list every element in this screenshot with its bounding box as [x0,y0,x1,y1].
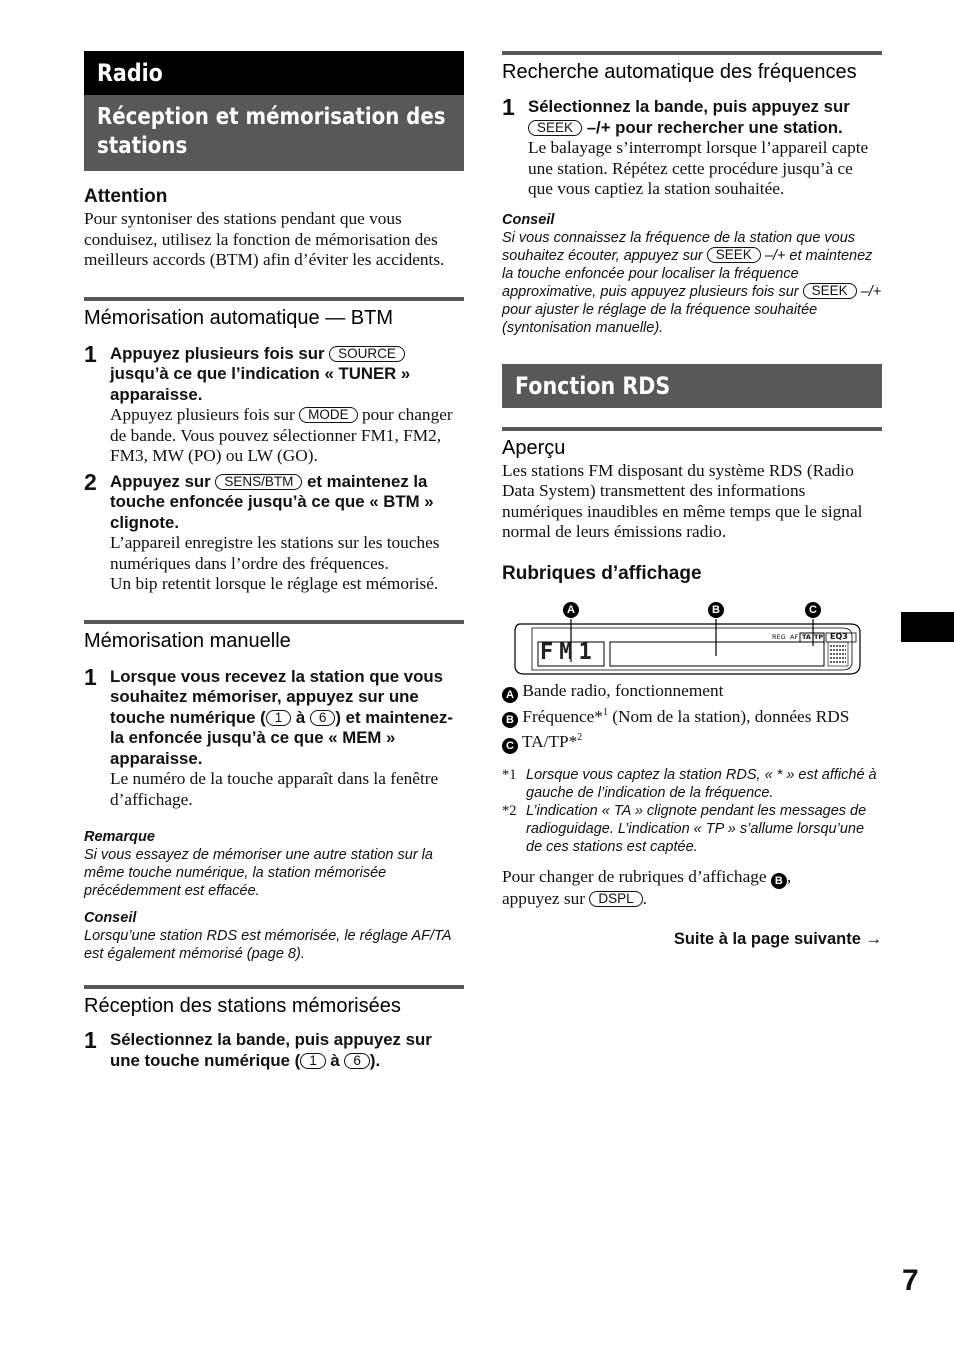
footnote: *2 L’indication « TA » clignote pendant les messages de radioguidage. L’indication « TP » s’allume lorsqu’une de ces stations est captée. [502,803,867,856]
banner-title: Radio [97,59,163,87]
display-illustration [502,590,862,680]
attention-text: Pour syntoniser des stations pendant que vous conduisez, utilisez la fonction de mémorisation des meilleurs accords (BTM) afin d’éviter les accidents. [84,209,445,269]
seek-key: SEEK [528,120,582,136]
legend-item: B Fréquence*$^1$ (Nom de la station), données RDS [502,703,882,729]
left-column [84,51,464,1071]
indicator-tp: TP [814,632,824,641]
section-rule [84,985,464,989]
attention-heading: Attention [84,186,168,207]
btm-heading: Mémorisation automatique — BTM [84,306,394,329]
recall-heading: Réception des stations mémorisées [84,995,401,1017]
manual-step-1 [84,663,464,811]
legend-item: C TA/TP*$^2$ [502,728,882,754]
right-column [502,51,882,949]
step-description: L’appareil enregistre les stations sur les touches numériques dans l’ordre des fréquences. [110,533,440,573]
footnote-mark: *1 [502,767,517,784]
note-heading: Remarque [84,829,155,845]
note-text: Si vous connaissez la fréquence de la station que vous souhaitez écouter, appuyez sur SEEK –/+ et maintenez la touche enfoncée pour localiser la fréquence approximative, puis appuyez plusieurs fois sur SEEK –/+ pour ajuster le réglage de la fréquence souhaitée (syntonisation manuelle). [502,229,882,336]
attention-section [84,185,464,271]
manual-heading: Mémorisation manuelle [84,629,291,652]
legend-mark: B [771,873,787,889]
footnote: *1 Lorsque vous captez la station RDS, « * » est affiché à gauche de l’indication de la fréquence. [502,767,877,802]
indicator-ta: TA [802,632,811,641]
banner-subtitle: Réception et mémorisation des stations [97,104,446,159]
source-key: SOURCE [329,346,405,362]
rubriques-section [502,562,882,949]
step-number: 1 [502,94,515,120]
continued-next-page: Suite à la page suivante → [673,929,882,948]
footnote-mark: *2 [502,803,517,820]
callout-a: A [563,602,579,618]
step-number: 1 [84,340,97,367]
recall-section [84,994,464,1071]
section-banner-rds [502,364,882,408]
btm-step-1 [84,340,464,467]
preset-1-key: 1 [300,1053,326,1069]
step-number: 1 [84,663,97,690]
callout-b: B [708,602,724,618]
legend-mark: B [502,712,518,728]
seek-key: SEEK [803,283,857,299]
rubriques-heading: Rubriques d’affichage [502,562,702,584]
step-number: 1 [84,1027,97,1053]
change-display-text: Pour changer de rubriques d’affichage B , appuyez sur DSPL . [502,867,792,909]
seek-conseil-note [502,211,882,337]
display-legend [502,681,882,755]
note-text: Si vous essayez de mémoriser une autre station sur la même touche numérique, la station mémorisée précédemment est effacée. [84,847,433,899]
section-rule [84,297,464,301]
conseil-note [84,909,464,963]
step-instruction: Appuyez plusieurs fois sur SOURCE jusqu’à ce que l’indication « TUNER » apparaisse. [110,343,411,404]
dspl-key: DSPL [589,891,642,907]
note-heading: Conseil [84,910,137,926]
manual-section [84,629,464,964]
section-rule [84,620,464,624]
step-instruction: Sélectionnez la bande, puis appuyez sur SEEK –/+ pour rechercher une station. [528,97,850,137]
seek-section [502,60,882,337]
preset-1-key: 1 [266,710,292,726]
note-heading: Conseil [502,211,555,228]
indicator-eq: EQ3 [830,631,848,641]
seek-step-1 [502,94,882,200]
section-banner-radio [84,51,464,171]
apercu-heading: Aperçu [502,436,566,459]
btm-step-2 [84,468,464,595]
step-description: Appuyez plusieurs fois sur MODE pour changer de bande. Vous pouvez sélectionner FM1, FM2, FM3, MW (PO) ou LW (GO). [110,405,453,465]
page-number: 7 [902,1264,919,1297]
indicator-reg: REG [772,632,786,641]
mode-key: MODE [299,407,358,423]
apercu-text: Les stations FM disposant du système RDS (Radio Data System) transmettent des informations numériques inaudibles en même temps que le signal normal de leurs émissions radio. [502,460,863,541]
recall-step-1 [84,1027,464,1071]
seek-heading: Recherche automatique des fréquences [502,61,857,83]
side-tab [901,612,954,642]
preset-6-key: 6 [310,710,336,726]
lcd-band-text: FM1 [540,639,598,665]
step-instruction: Lorsque vous recevez la station que vous souhaitez mémoriser, appuyez sur une touche numérique ( 1 à 6 ) et maintenez-la enfoncée jusqu’à ce que « MEM » apparaisse. [110,666,453,768]
banner-title: Fonction RDS [515,371,671,400]
step-number: 2 [84,468,97,495]
btm-section [84,306,464,595]
note-text: Lorsqu’une station RDS est mémorisée, le réglage AF/TA est également mémorisé (page 8). [84,928,451,962]
legend-item: A Bande radio, fonctionnement [502,681,882,703]
step-description: Le balayage s’interrompt lorsque l’appareil capte une station. Répétez cette procédure jusqu’à ce que vous captiez la station souhaitée. [528,138,869,198]
legend-mark: C [502,738,518,754]
step-description: Le numéro de la touche apparaît dans la fenêtre d’affichage. [110,769,439,809]
sens-btm-key: SENS/BTM [215,474,302,490]
legend-mark: A [502,687,518,703]
apercu-section [502,436,882,543]
section-rule [502,51,882,55]
seek-key: SEEK [707,247,761,263]
section-rule [502,427,882,431]
indicator-af: AF [790,632,799,641]
step-instruction: Sélectionnez la bande, puis appuyez sur une touche numérique ( 1 à 6 ). [110,1030,432,1070]
preset-6-key: 6 [344,1053,370,1069]
step-instruction: Appuyez sur SENS/BTM et maintenez la touche enfoncée jusqu’à ce que « BTM » clignote. [110,471,434,532]
footnotes [502,766,882,856]
remarque-note [84,828,464,900]
callout-c: C [805,602,821,618]
step-description: Un bip retentit lorsque le réglage est mémorisé. [110,574,439,593]
